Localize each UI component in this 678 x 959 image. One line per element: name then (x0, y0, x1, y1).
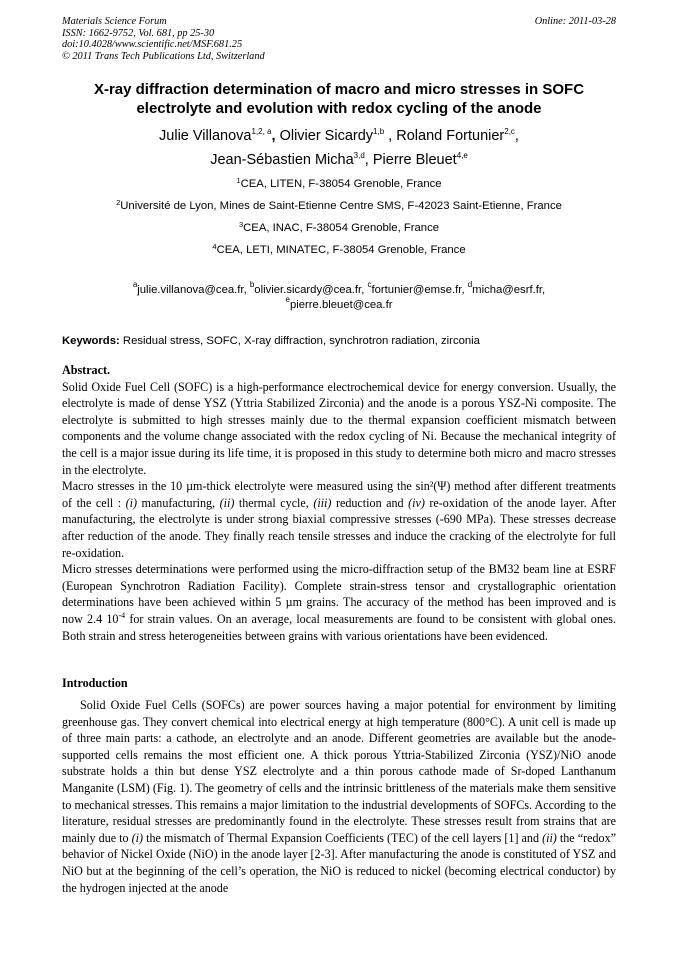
introduction-heading: Introduction (62, 676, 128, 690)
title-line-2: electrolyte and evolution with redox cycling of the anode (136, 100, 542, 117)
email-link[interactable]: fortunier@emse.fr (371, 284, 462, 296)
author-name: Pierre Bleuet (372, 152, 457, 168)
affiliation (62, 173, 616, 195)
affiliation-sup: 3 (238, 220, 244, 229)
affiliation-sup: 4 (212, 242, 217, 251)
affiliation-text: CEA, INAC, F-38054 Grenoble, France (243, 222, 440, 234)
journal-header (62, 16, 616, 62)
author-name: Julie Villanova (159, 128, 252, 144)
online-date: Online: 2011-03-28 (534, 16, 616, 27)
email-link[interactable]: pierre.bleuet@cea.fr (289, 298, 393, 311)
author-affil-sup: 1,b (373, 127, 385, 136)
abstract-paragraph-1: Solid Oxide Fuel Cell (SOFC) is a high-performance electrochemical device for energy conversion. Usually, the electrolyte is made of dense YSZ (Yttria Stabilized Zirconia) and the anode is a porous YSZ-Ni composite. The electrolyte is submitted to high stresses mainly due to the thermal expansion coefficient mismatch between components and the volume change associated with the redox cycling of Ni. Because the mechanical integrity of the cell is a major issue during its life time, it is proposed in this study to determine both micro and macro stresses in the electrolyte. (62, 379, 616, 477)
keywords-label: Keywords: (62, 335, 120, 347)
affiliation-sup: 2 (116, 198, 121, 207)
paper-title (62, 80, 616, 118)
introduction-paragraph: Solid Oxide Fuel Cells (SOFCs) are power sources having a major potential for environment by limiting greenhouse gas. They convert chemical into electrical energy at high temperature (800°C). A unit cell is made up of three main parts: a cathode, an electrolyte and an anode. Different geometries are available but the anode-supported cells remains the most efficient one. A thick porous Yttria-Stabilized Zirconia (YSZ)/NiO anode substrate holds a thin but dense YSZ electrolyte and a thin porous cathode made of Sr-doped Lanthanum Manganite (LSM) (Fig. 1). The geometry of cells and the intrinsic brittleness of the materials make them sensitive to mechanical stresses. This remains a major limitation to the industrial developments of SOFCs. According to the literature, residual stresses are predominantly found in the electrolyte. These stresses result from strains that are mainly due to (i) the mismatch of Thermal Expansion Coefficients (TEC) of the cell layers [1] and (ii) the “redox” behavior of Nickel Oxide (NiO) in the anode layer [2-3]. After manufacturing the anode is constituted of YSZ and NiO but at the beginning of the cell’s operation, the NiO is reduced to nickel (becoming electrical conductor) by the hydrogen injected at the anode (62, 698, 617, 895)
author-affil-sup: 1,2, a (251, 127, 272, 136)
email-list (62, 280, 616, 312)
email-sup: c (367, 280, 372, 289)
author-affil-sup: 4,e (456, 151, 468, 160)
abstract-paragraph-2: Macro stresses in the 10 µm-thick electrolyte were measured using the sin²(Ψ) method after different treatments of the cell : (i) manufacturing, (ii) thermal cycle, (iii) reduction and (iv) re-oxidation of the anode layer. After manufacturing, the electrolyte is under strong biaxial compressive stresses (-690 MPa). These stresses decrease after reduction of the anode. They finally reach tensile stresses and induce the cracking of the electrolyte for full re-oxidation. (62, 479, 617, 560)
author-list (62, 124, 616, 172)
email-sup: e (285, 294, 290, 304)
author-line-2: Jean-Sébastien Micha$^{3,d}$, Pierre Bleuet$^{4,e}$ (210, 151, 468, 168)
author-affil-sup: 3,d (353, 151, 365, 160)
introduction (62, 697, 616, 896)
journal-copyright: © 2011 Trans Tech Publications Ltd, Switzerland (62, 50, 265, 62)
email-link[interactable]: olivier.sicardy@cea.fr (254, 284, 362, 296)
affiliation-list (62, 173, 616, 261)
email-line-2 (62, 294, 616, 313)
author-name: Jean-Sébastien Micha (210, 152, 354, 168)
journal-name: Materials Science Forum (62, 16, 167, 27)
journal-doi: doi:10.4028/www.scientific.net/MSF.681.25 (62, 39, 243, 51)
keywords (62, 334, 616, 348)
email-line-1: $^a$julie.villanova@cea.fr, $^b$olivier.sicardy@cea.fr, $^c$fortunier@emse.fr, $^d$micha@esrf.fr, (132, 280, 546, 296)
abstract-heading: Abstract. (62, 363, 111, 377)
author-name: Roland Fortunier (396, 128, 505, 144)
affiliation (62, 217, 616, 239)
email-sup: a (132, 280, 138, 289)
email-link[interactable]: julie.villanova@cea.fr (137, 284, 244, 296)
email-sup: d (467, 280, 473, 289)
author-line-1: Julie Villanova$^{1,2, a}$, Olivier Sicardy$^{1,b}$ , Roland Fortunier$^{2,c}$, (159, 127, 519, 144)
affiliation-sup: 1 (236, 176, 241, 185)
abstract (62, 362, 616, 644)
abstract-paragraph-3: Micro stresses determinations were performed using the micro-diffraction setup of the BM32 beam line at ESRF (European Synchrotron Radiation Facility). Complete strain-stress tensor and crystallographic orientation determinations have been achieved within 5 µm grains. The accuracy of the method has been improved and is now 2.4 $10^{-4}$ for strain values. On an average, local measurements are found to be consistent with global ones. Both strain and stress heterogeneities between grains with various orientations have been evidenced. (62, 562, 616, 643)
email-link[interactable]: micha@esrf.fr (472, 284, 543, 296)
journal-issn: ISSN: 1662-9752, Vol. 681, pp 25-30 (62, 27, 215, 39)
affiliation-text: CEA, LETI, MINATEC, F-38054 Grenoble, France (216, 244, 466, 256)
affiliation-text: CEA, LITEN, F-38054 Grenoble, France (240, 178, 442, 190)
title-line-1: X-ray diffraction determination of macro and micro stresses in SOFC (93, 81, 585, 98)
author-name: Olivier Sicardy (279, 128, 374, 144)
author-affil-sup: 2,c (504, 127, 515, 136)
affiliation-text: Université de Lyon, Mines de Saint-Etienne Centre SMS, F-42023 Saint-Etienne, France (120, 200, 562, 212)
keywords-text: Residual stress, SOFC, X-ray diffraction, synchrotron radiation, zirconia (122, 335, 480, 347)
email-sup: b (249, 280, 255, 289)
affiliation (62, 239, 616, 261)
affiliation (62, 195, 616, 217)
